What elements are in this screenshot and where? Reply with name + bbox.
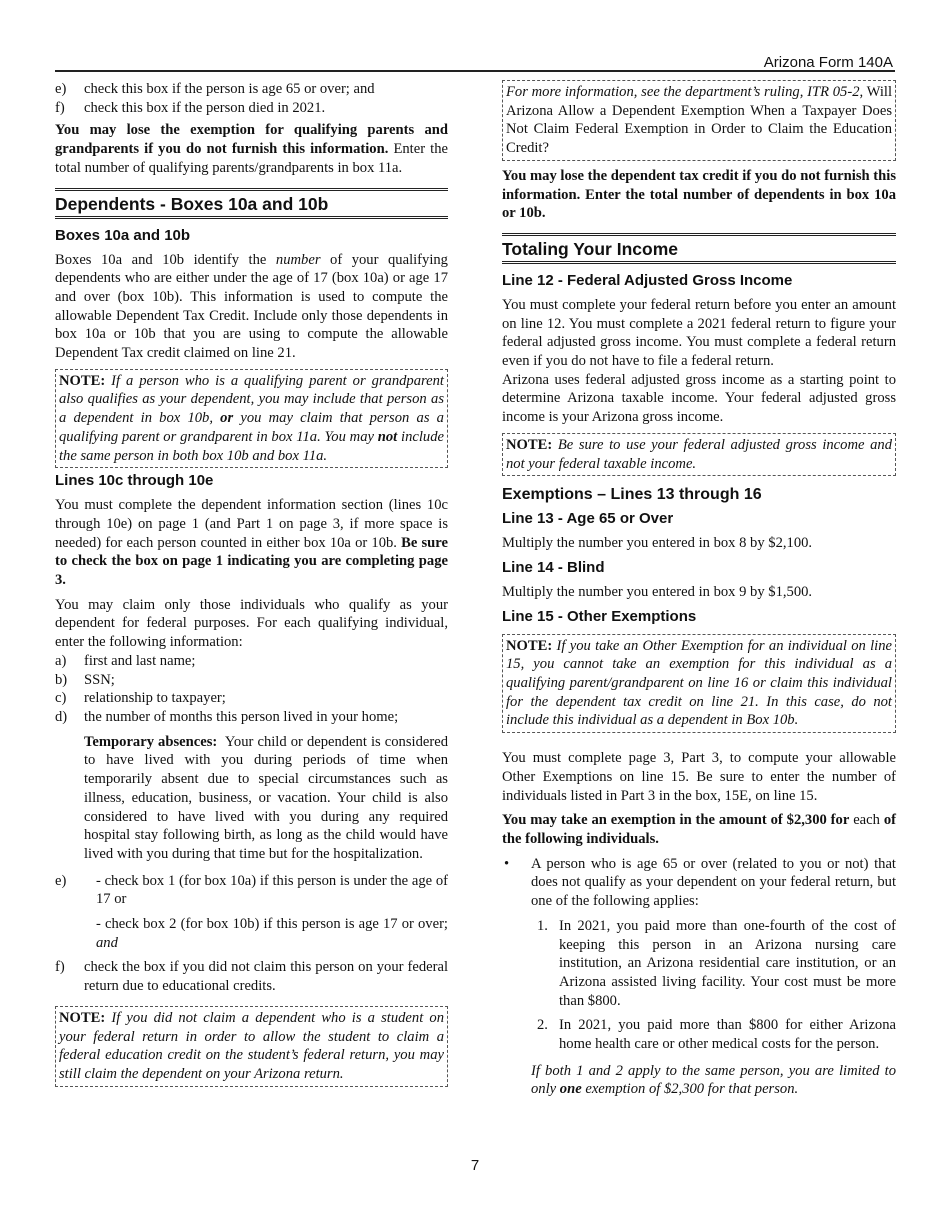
line15-heading: Line 15 - Other Exemptions (502, 607, 697, 625)
line13-text: Multiply the number you entered in box 8 by $2,100. (502, 535, 813, 552)
left-column (55, 80, 448, 1091)
item-e-line-2: - check box 2 (for box 10b) if this person is age 17 or over; and (96, 916, 448, 951)
right-column (502, 80, 896, 1099)
bullet-item: • A person who is age 65 or over (related to you or not) that does not qualify as your dependent on your federal return, but one of the following applies: (504, 855, 896, 910)
closing-note: If both 1 and 2 apply to the same person, you are limited to only one exemption of $2,300 for that person. (531, 1062, 896, 1098)
item-e-line-1: e) - check box 1 (for box 10a) if this person is under the age of 17 or (55, 872, 448, 908)
exemption-amount-paragraph: You may take an exemption in the amount of $2,300 for each of the following individuals. (502, 812, 896, 847)
list-item: b) SSN; (55, 671, 115, 688)
temporary-absences: Temporary absences: Your child or dependent is considered to have lived with you during periods of time when temporarily absent due to special circumstances such as illness, education, business, or vacation. Your child is also considered to have lived with you during any required hospital stay following birth, as long as the child would have lived with you during that time but for the hospitalization. (84, 733, 448, 862)
note-box-other-exemption: NOTE: If you take an Other Exemption for an individual on line 15, you cannot take an exemption for this individual as a qualifying parent/grandparent on line 16 or claim this individual for the dependent tax credit on line 21. In this case, do not include this individual as a dependent in Box 10b. (502, 634, 896, 734)
list-item: d) the number of months this person lived in your home; (55, 708, 399, 725)
dependents-heading: Dependents - Boxes 10a and 10b (55, 188, 448, 219)
lines-heading: Lines 10c through 10e (55, 472, 214, 490)
numbered-item: 1. In 2021, you paid more than one-fourth of the cost of keeping this person in an Arizona nursing care institution, an Arizona residential care institution, or an Arizona assisted living facility. Your cost must be more than $800. (537, 917, 896, 1009)
note-box-parent: NOTE: If a person who is a qualifying parent or grandparent also qualifies as your dependent, you may include that person as a dependent in box 10b, or you may claim that person as a qualifying parent or grandparent in box 11a. You may not include the same person in both box 10b and box 11a. (55, 369, 448, 469)
line14-text: Multiply the number you entered in box 9 by $1,500. (502, 583, 813, 600)
numbered-item: 2. In 2021, you paid more than $800 for either Arizona home health care or other medical costs for the person. (537, 1017, 896, 1053)
form-title: Arizona Form 140A (763, 54, 893, 71)
note-box-student: NOTE: If you did not claim a dependent who is a student on your federal return in order to allow the student to claim a federal education credit on the student’s federal return, you may still claim the dependent on your Arizona return. (55, 1006, 448, 1087)
line12-heading: Line 12 - Federal Adjusted Gross Income (502, 271, 793, 289)
boxes-paragraph: Boxes 10a and 10b identify the number of your qualifying dependents who are either under the age of 17 (box 10a) or age 17 and over (box 10b). This information is used to compute the allowable Dependent Tax Credit. Include only those dependents in box 10a or 10b that you are using to compute the allowable Dependent Tax credit claimed on line 21. (55, 251, 448, 362)
list-item: a) first and last name; (55, 652, 196, 669)
page-number: 7 (470, 1157, 480, 1174)
item-f: f) check the box if you did not claim this person on your federal return due to educational credits. (55, 959, 448, 995)
line14-heading: Line 14 - Blind (502, 558, 605, 576)
boxes-heading: Boxes 10a and 10b (55, 226, 191, 244)
list-item: f) check this box if the person died in 2021. (55, 99, 326, 116)
intro-paragraph: You may lose the exemption for qualifying parents and grandparents if you do not furnish this information. Enter the total number of qualifying parents/grandparents in box 11a. (55, 122, 448, 176)
lose-credit-paragraph: You may lose the dependent tax credit if you do not furnish this information. Enter the total number of dependents in box 10a or 10b. (502, 167, 896, 222)
note-box-agi: NOTE: Be sure to use your federal adjusted gross income and not your federal taxable income. (502, 433, 896, 476)
line15-paragraph: You must complete page 3, Part 3, to compute your allowable Other Exemptions on line 15. Be sure to enter the number of individuals listed in Part 3 in the box, 15E, on line 15. (502, 750, 896, 804)
line12-paragraph-2: Arizona uses federal adjusted gross income as a starting point to determine Arizona taxable income. Your federal adjusted gross income is your Arizona gross income. (502, 371, 896, 426)
line12-paragraph-1: You must complete your federal return before you enter an amount on line 12. You must complete a 2021 federal return to figure your federal adjusted gross income. You must complete a federal return even if you do not have to file a federal return. (502, 296, 896, 370)
list-item: c) relationship to taxpayer; (55, 690, 226, 707)
totaling-heading: Totaling Your Income (502, 233, 896, 264)
ruling-info-box: For more information, see the department’s ruling, ITR 05-2, Will Arizona Allow a Dependent Exemption When a Taxpayer Does Not Claim Federal Exemption in Order to Claim the Education Credit? (502, 80, 896, 161)
header-rule (55, 70, 895, 72)
lines-paragraph-2: You may claim only those individuals who qualify as your dependent for federal purposes. For each qualifying individual, enter the following information: (55, 596, 448, 651)
exemptions-heading: Exemptions – Lines 13 through 16 (502, 486, 762, 504)
list-item: e) check this box if the person is age 65 or over; and (55, 81, 375, 97)
line13-heading: Line 13 - Age 65 or Over (502, 510, 674, 528)
lines-paragraph-1: You must complete the dependent information section (lines 10c through 10e) on page 1 (and Part 1 on page 3, if more space is needed) for each person counted in either box 10a or 10b. Be sure to check the box on page 1 indicating you are completing page 3. (55, 497, 448, 589)
bullet-icon: • (504, 855, 510, 872)
